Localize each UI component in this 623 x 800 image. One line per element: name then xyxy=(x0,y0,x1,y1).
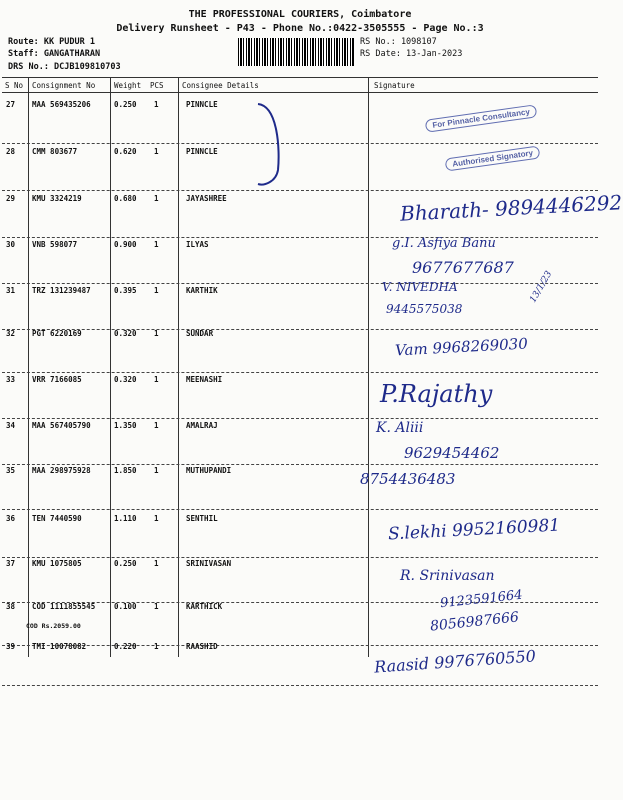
consignee: JAYASHREE xyxy=(186,194,227,203)
sno: 38 xyxy=(6,602,16,611)
consignment-no: TEN 7440590 xyxy=(32,514,82,523)
pcs: 1 xyxy=(154,194,159,203)
signature-row-35: 8754436483 xyxy=(360,470,456,488)
sno: 39 xyxy=(6,642,16,651)
pcs: 1 xyxy=(154,421,159,430)
signature-row-30-name: g.I. Asfiya Banu xyxy=(392,236,496,251)
consignee: RAASHID xyxy=(186,642,218,651)
pcs: 1 xyxy=(154,602,159,611)
table-row xyxy=(0,417,600,465)
signature-row-31-date: 13/1/23 xyxy=(528,269,555,305)
consignment-no: MAA 298975928 xyxy=(32,466,91,475)
authorised-signatory-stamp: Authorised Signatory xyxy=(445,145,541,171)
consignee: ILYAS xyxy=(186,240,209,249)
pcs: 1 xyxy=(154,514,159,523)
weight: 0.680 xyxy=(114,194,137,203)
signature-row-34-phone: 9629454462 xyxy=(404,444,500,462)
signature-row-38-phone1: 9123591664 xyxy=(439,587,524,612)
sno: 35 xyxy=(6,466,16,475)
weight: 0.320 xyxy=(114,375,137,384)
consignment-no: KMU 3324219 xyxy=(32,194,82,203)
barcode xyxy=(238,38,354,66)
signature-row-31-phone: 9445575038 xyxy=(386,302,463,316)
signature-row-36: S.lekhi 9952160981 xyxy=(387,515,561,545)
consignment-no: KMU 1075805 xyxy=(32,559,82,568)
signature-row-29: Bharath- 9894446292 xyxy=(399,190,623,226)
weight: 0.250 xyxy=(114,559,137,568)
bracket-mark xyxy=(250,100,290,190)
sno: 32 xyxy=(6,329,16,338)
col-sno-header: S No xyxy=(5,81,24,90)
weight: 0.250 xyxy=(114,100,137,109)
signature-row-31-name: V. NIVEDHA xyxy=(382,280,458,294)
signature-row-37: R. Srinivasan xyxy=(400,568,495,584)
row-divider xyxy=(2,685,598,686)
pcs: 1 xyxy=(154,329,159,338)
col-signature-header: Signature xyxy=(374,81,415,90)
pcs: 1 xyxy=(154,559,159,568)
rs-number: RS No.: 1098107 xyxy=(360,37,437,47)
sno: 29 xyxy=(6,194,16,203)
consignment-no: COD 1111855545 xyxy=(32,602,96,611)
weight: 1.350 xyxy=(114,421,137,430)
weight: 0.100 xyxy=(114,602,137,611)
cod-amount: COD Rs.2059.00 xyxy=(26,622,81,630)
table-row xyxy=(0,462,600,510)
signature-row-32: Vam 9968269030 xyxy=(394,334,529,360)
col-pcs-header: PCS xyxy=(150,81,164,90)
consignment-no: VRR 7166085 xyxy=(32,375,82,384)
header-bottom-border xyxy=(2,92,598,93)
signature-row-38-phone2: 8056987666 xyxy=(429,609,520,635)
consignment-no: TMI 10078082 xyxy=(32,642,87,651)
col-consignee-header: Consignee Details xyxy=(182,81,259,90)
sno: 31 xyxy=(6,286,16,295)
pcs: 1 xyxy=(154,286,159,295)
consignee: AMALRAJ xyxy=(186,421,218,430)
pcs: 1 xyxy=(154,100,159,109)
weight: 0.320 xyxy=(114,329,137,338)
table-row xyxy=(0,371,600,419)
table-row xyxy=(0,282,600,330)
pcs: 1 xyxy=(154,147,159,156)
consignee: KARTHIK xyxy=(186,286,218,295)
sno: 30 xyxy=(6,240,16,249)
sno: 34 xyxy=(6,421,16,430)
consignee: SUNDAR xyxy=(186,329,214,338)
consignee: KARTHICK xyxy=(186,602,223,611)
consignee: PINNCLE xyxy=(186,147,218,156)
consignee: MEENASHI xyxy=(186,375,223,384)
weight: 1.850 xyxy=(114,466,137,475)
pcs: 1 xyxy=(154,642,159,651)
company-stamp: For Pinnacle Consultancy xyxy=(425,104,538,132)
sno: 33 xyxy=(6,375,16,384)
sno: 36 xyxy=(6,514,16,523)
runsheet-title: Delivery Runsheet - P43 - Phone No.:0422-3505555 - Page No.:3 xyxy=(116,23,484,34)
consignment-no: MAA 567405790 xyxy=(32,421,91,430)
sno: 27 xyxy=(6,100,16,109)
signature-row-30-phone: 9677677687 xyxy=(412,258,514,277)
signature-row-34-name: K. Aliii xyxy=(376,420,424,436)
consignment-no: MAA 569435206 xyxy=(32,100,91,109)
rs-date: RS Date: 13-Jan-2023 xyxy=(360,49,463,59)
weight: 1.110 xyxy=(114,514,137,523)
pcs: 1 xyxy=(154,375,159,384)
weight: 0.220 xyxy=(114,642,137,651)
signature-row-33: P.Rajathy xyxy=(380,380,493,408)
consignee: MUTHUPANDI xyxy=(186,466,232,475)
consignee: SRINIVASAN xyxy=(186,559,232,568)
consignment-no: PGT 6220169 xyxy=(32,329,82,338)
sno: 28 xyxy=(6,147,16,156)
table-top-border xyxy=(2,77,598,78)
consignment-no: CMM 803677 xyxy=(32,147,78,156)
signature-row-39: Raasid 9976760550 xyxy=(373,646,537,677)
weight: 0.620 xyxy=(114,147,137,156)
staff-label: Staff: GANGATHARAN xyxy=(8,49,101,59)
consignee: SENTHIL xyxy=(186,514,218,523)
company-name: THE PROFESSIONAL COURIERS, Coimbatore xyxy=(188,9,412,20)
weight: 0.900 xyxy=(114,240,137,249)
drs-number: DRS No.: DCJB109810703 xyxy=(8,62,121,72)
col-weight-header: Weight xyxy=(114,81,142,90)
consignment-no: TRZ 131239487 xyxy=(32,286,91,295)
weight: 0.395 xyxy=(114,286,137,295)
pcs: 1 xyxy=(154,466,159,475)
consignee: PINNCLE xyxy=(186,100,218,109)
route-label: Route: KK PUDUR 1 xyxy=(8,37,95,47)
sno: 37 xyxy=(6,559,16,568)
col-consignment-header: Consignment No xyxy=(32,81,96,90)
consignment-no: VNB 598077 xyxy=(32,240,78,249)
pcs: 1 xyxy=(154,240,159,249)
